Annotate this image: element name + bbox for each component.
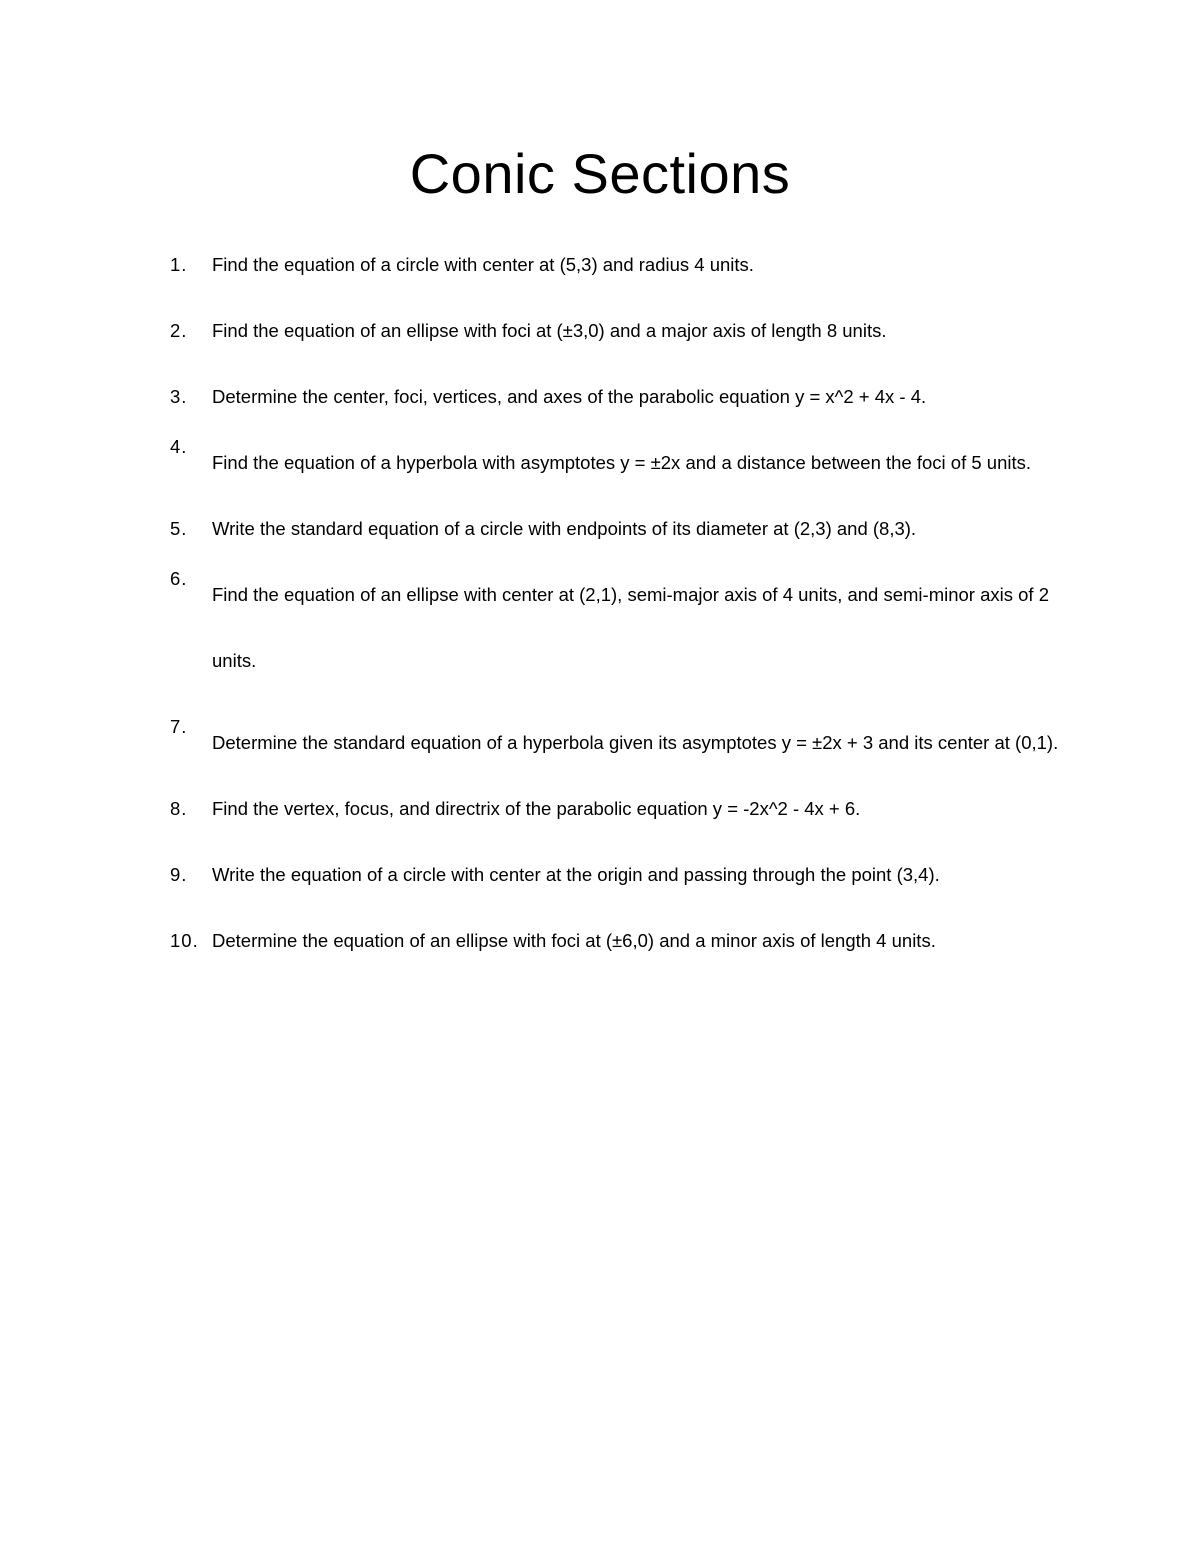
question-text: Find the vertex, focus, and directrix of the parabolic equation y = -2x^2 - 4x + 6. <box>212 798 861 819</box>
question-item <box>170 710 1070 776</box>
question-text: Write the standard equation of a circle with endpoints of its diameter at (2,3) and (8,3). <box>212 518 917 539</box>
question-number: 8. <box>170 798 188 819</box>
question-text: Find the equation of a circle with center at (5,3) and radius 4 units. <box>212 254 754 275</box>
question-item <box>170 792 1070 825</box>
page-title: Conic Sections <box>409 142 791 205</box>
question-text: Write the equation of a circle with center at the origin and passing through the point (3,4). <box>212 864 940 885</box>
question-item <box>170 562 1070 694</box>
question-item <box>170 430 1070 496</box>
question-number: 3. <box>170 386 188 407</box>
question-item <box>170 380 1070 413</box>
question-text: Determine the standard equation of a hyperbola given its asymptotes y = ±2x + 3 and its center at (0,1). <box>212 732 1059 753</box>
question-item <box>170 248 1070 281</box>
question-text: Determine the center, foci, vertices, and axes of the parabolic equation y = x^2 + 4x - 4. <box>212 386 927 407</box>
question-number: 9. <box>170 864 188 885</box>
question-item <box>170 924 1070 957</box>
question-number: 1. <box>170 254 188 275</box>
question-item <box>170 858 1070 891</box>
question-number: 10. <box>170 930 199 951</box>
question-text: Find the equation of a hyperbola with asymptotes y = ±2x and a distance between the foci of 5 units. <box>212 452 1032 473</box>
question-text: Find the equation of an ellipse with foci at (±3,0) and a major axis of length 8 units. <box>212 320 887 341</box>
question-item <box>170 512 1070 545</box>
question-number: 6. <box>170 568 188 589</box>
question-item <box>170 314 1070 347</box>
question-number: 7. <box>170 716 188 737</box>
question-text: Determine the equation of an ellipse with foci at (±6,0) and a minor axis of length 4 units. <box>212 930 936 951</box>
question-list <box>170 248 1070 990</box>
question-number: 2. <box>170 320 188 341</box>
question-text: Find the equation of an ellipse with center at (2,1), semi-major axis of 4 units, and semi-minor axis of 2 units. <box>212 584 1049 671</box>
question-number: 5. <box>170 518 188 539</box>
question-number: 4. <box>170 436 188 457</box>
